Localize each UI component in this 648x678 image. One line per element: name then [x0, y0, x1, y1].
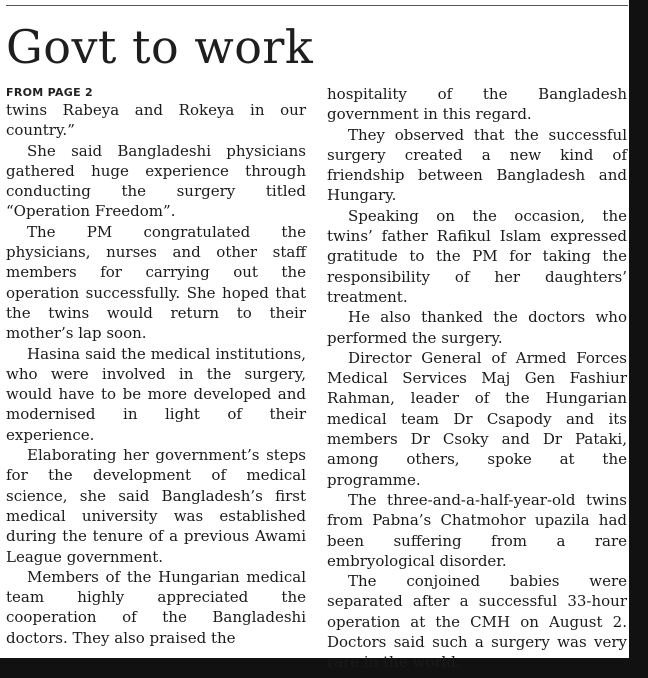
paragraph: The PM congratulated the physicians, nurses and other staff members for carrying out the operation successfully. She hoped that the twins would return to their mother’s lap soon.: [6, 222, 306, 343]
paragraph: Elaborating her government’s steps for the development of medical science, she said Bangladesh’s first medical university was established during the tenure of a previous Awami League government.: [6, 446, 306, 566]
article-column-right: [327, 84, 627, 673]
article-column-left: [6, 84, 306, 648]
paragraph: Director General of Armed Forces Medical Services Maj Gen Fashiur Rahman, leader of the Hungarian medical team Dr Csapody and its members Dr Csoky and Dr Pataki, among others, spoke at the programme.: [327, 348, 627, 489]
paragraph: Members of the Hungarian medical team highly appreciated the cooperation of the Bangladeshi doctors. They also praised the: [6, 567, 306, 647]
top-rule: [6, 5, 628, 6]
paragraph: They observed that the successful surgery created a new kind of friendship between Bangladesh and Hungary.: [327, 125, 627, 205]
paragraph: Speaking on the occasion, the twins’ father Rafikul Islam expressed gratitude to the PM for taking the responsibility of her daughters’ treatment.: [327, 206, 627, 306]
paragraph: The conjoined babies were separated after a successful 33-hour operation at the CMH on August 2. Doctors said such a surgery was very rare in the world.: [327, 572, 627, 672]
paragraph: The three-and-a-half-year-old twins from Pabna’s Chatmohor upazila had been suffering from a rare embryological disorder.: [327, 490, 627, 570]
paragraph: He also thanked the doctors who performed the surgery.: [327, 308, 627, 347]
paragraph: Hasina said the medical institutions, who were involved in the surgery, would have to be more developed and modernised in light of their experience.: [6, 344, 306, 444]
right-border: [629, 0, 648, 678]
paragraph: hospitality of the Bangladesh government in this regard.: [327, 85, 627, 124]
paragraph: She said Bangladeshi physicians gathered huge experience through conducting the surgery titled “Operation Freedom”.: [6, 141, 306, 221]
headline: Govt to work: [6, 20, 314, 74]
paragraph: twins Rabeya and Rokeya in our country.”: [6, 101, 306, 140]
jump-label: FROM PAGE 2: [6, 86, 94, 99]
